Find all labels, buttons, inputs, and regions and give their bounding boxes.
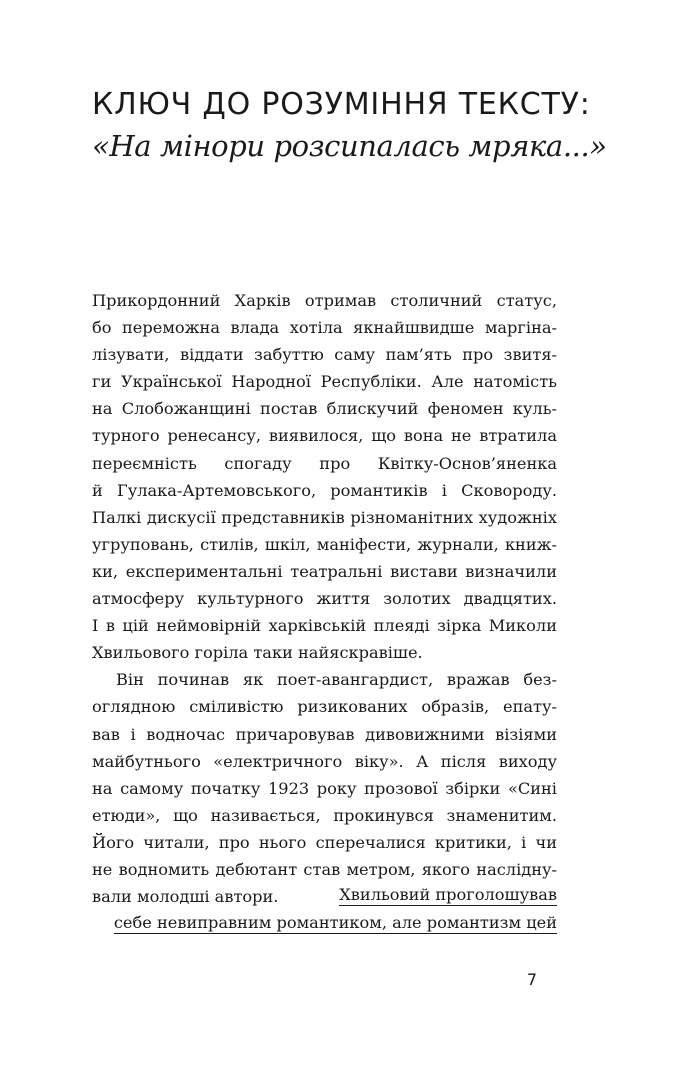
chapter-heading	[92, 88, 612, 164]
body-line: вав і водночас причаровував дивовижними візіями	[92, 724, 557, 744]
body-line: Він починав як поет-авангардист, вражав без-	[116, 670, 557, 690]
body-line: угруповань, стилів, шкіл, маніфести, журнали, книж-	[92, 534, 557, 554]
body-line: переємність спогаду про Квітку-Основ’яненка	[92, 453, 557, 473]
body-line: Палкі дискусії представників різноманітних художніх	[92, 507, 557, 527]
body-line: турного ренесансу, виявилося, що вона не втратила	[92, 426, 557, 446]
body-line: оглядною сміливістю ризикованих образів, епату-	[92, 697, 557, 717]
page-number: 7	[526, 970, 537, 989]
body-line: на самому початку 1923 року прозової збірки «Сині	[92, 778, 557, 798]
body-line: етюди», що називається, прокинувся знаменитим.	[92, 805, 557, 825]
body-line: майбутнього «електричного віку». А після виходу	[92, 751, 557, 771]
body-line: Хвильового горіла таки найяскравіше.	[92, 643, 423, 663]
body-line: ги Української Народної Республіки. Але натомість	[92, 372, 557, 392]
pull-quote	[92, 881, 557, 936]
chapter-subtitle: «На мінори розсипалась мряка...»	[92, 129, 607, 163]
pull-quote-line: себе невиправним романтиком, але романтизм цей	[113, 912, 557, 932]
chapter-title: КЛЮЧ ДО РОЗУМІННЯ ТЕКСТУ:	[92, 87, 591, 122]
body-line: лізувати, віддати забуттю саму пам’ять про звитя-	[92, 345, 557, 365]
pull-quote-line: Хвильовий проголошував	[339, 885, 557, 904]
body-line: атмосферу культурного життя золотих двадцятих.	[92, 589, 557, 609]
body-line: вали молодші автори.	[92, 887, 279, 907]
body-line: Його читали, про нього сперечалися критики, і чи	[92, 832, 557, 852]
body-line: й Гулака-Артемовського, романтиків і Сковороду.	[92, 480, 557, 500]
body-line: бо переможна влада хотіла якнайшвидше маргіна-	[92, 318, 557, 338]
body-text	[92, 287, 557, 910]
body-line: ки, експериментальні театральні вистави визначили	[92, 561, 557, 581]
body-line: Прикордонний Харків отримав столичний статус,	[92, 291, 557, 310]
body-line: на Слобожанщині постав блискучий феномен куль-	[92, 399, 557, 419]
body-line: не водномить дебютант став метром, якого наслідну-	[92, 859, 557, 879]
body-line: І в цій неймовірній харківській плеяді зірка Миколи	[92, 616, 557, 636]
